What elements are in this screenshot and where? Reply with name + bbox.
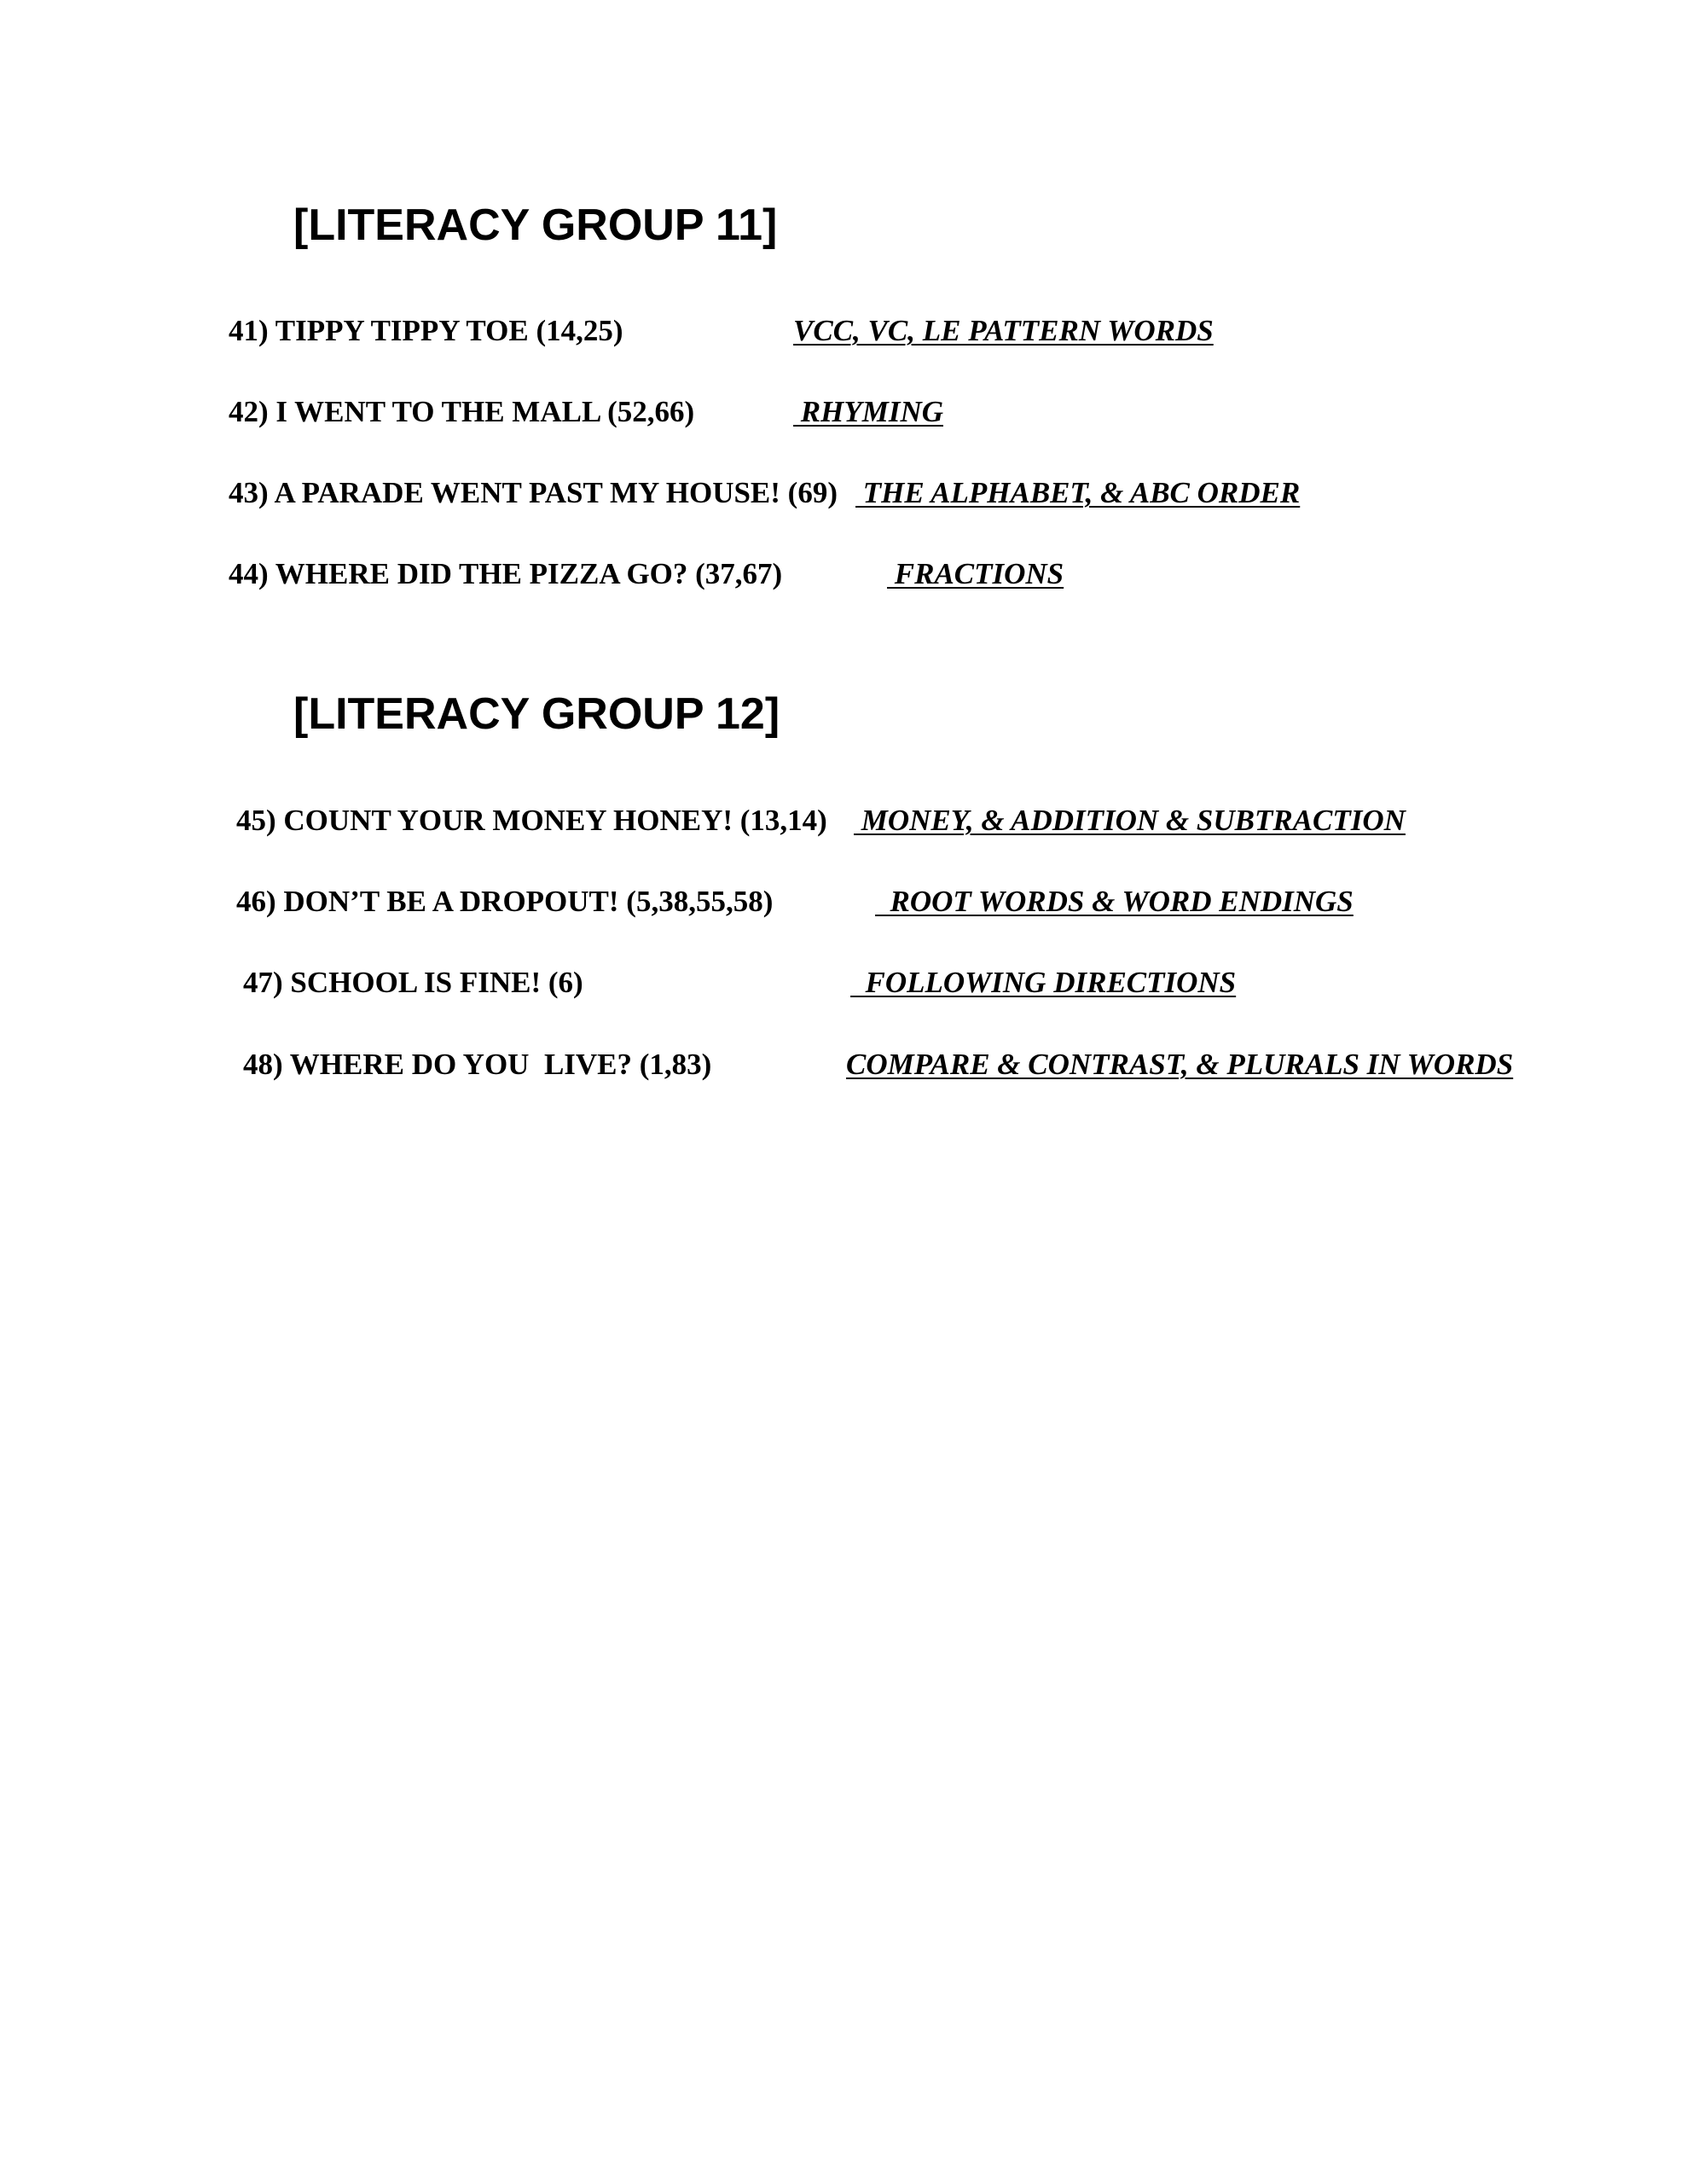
list-item — [0, 967, 1687, 1010]
entry-topic: MONEY, & ADDITION & SUBTRACTION — [854, 804, 1406, 837]
entry-topic: RHYMING — [793, 395, 943, 428]
entry-topic: FRACTIONS — [887, 557, 1064, 590]
entry-topic: FOLLOWING DIRECTIONS — [850, 966, 1237, 999]
entry-title: 45) COUNT YOUR MONEY HONEY! (13,14) — [236, 804, 827, 837]
entry-topic: COMPARE & CONTRAST, & PLURALS IN WORDS — [846, 1048, 1514, 1081]
entry-title: 48) WHERE DO YOU LIVE? (1,83) — [243, 1048, 712, 1081]
entry-title: 46) DON’T BE A DROPOUT! (5,38,55,58) — [236, 885, 774, 918]
list-item — [0, 886, 1687, 929]
entry-title: 47) SCHOOL IS FINE! (6) — [243, 966, 583, 999]
group-heading-12: [LITERACY GROUP 12] — [293, 689, 780, 739]
list-item — [0, 397, 1687, 439]
entry-title: 41) TIPPY TIPPY TOE (14,25) — [229, 314, 623, 347]
entry-title: 42) I WENT TO THE MALL (52,66) — [229, 395, 695, 428]
entry-title: 43) A PARADE WENT PAST MY HOUSE! (69) — [229, 476, 838, 509]
group-heading-11: [LITERACY GROUP 11] — [293, 200, 778, 250]
list-item — [0, 478, 1687, 520]
list-item — [0, 316, 1687, 358]
list-item — [0, 805, 1687, 848]
entry-topic: ROOT WORDS & WORD ENDINGS — [875, 885, 1354, 918]
entry-title: 44) WHERE DID THE PIZZA GO? (37,67) — [229, 557, 783, 590]
entry-topic: VCC, VC, LE PATTERN WORDS — [793, 314, 1214, 347]
entry-topic: THE ALPHABET, & ABC ORDER — [855, 476, 1301, 509]
list-item — [0, 559, 1687, 601]
list-item — [0, 1049, 1687, 1092]
